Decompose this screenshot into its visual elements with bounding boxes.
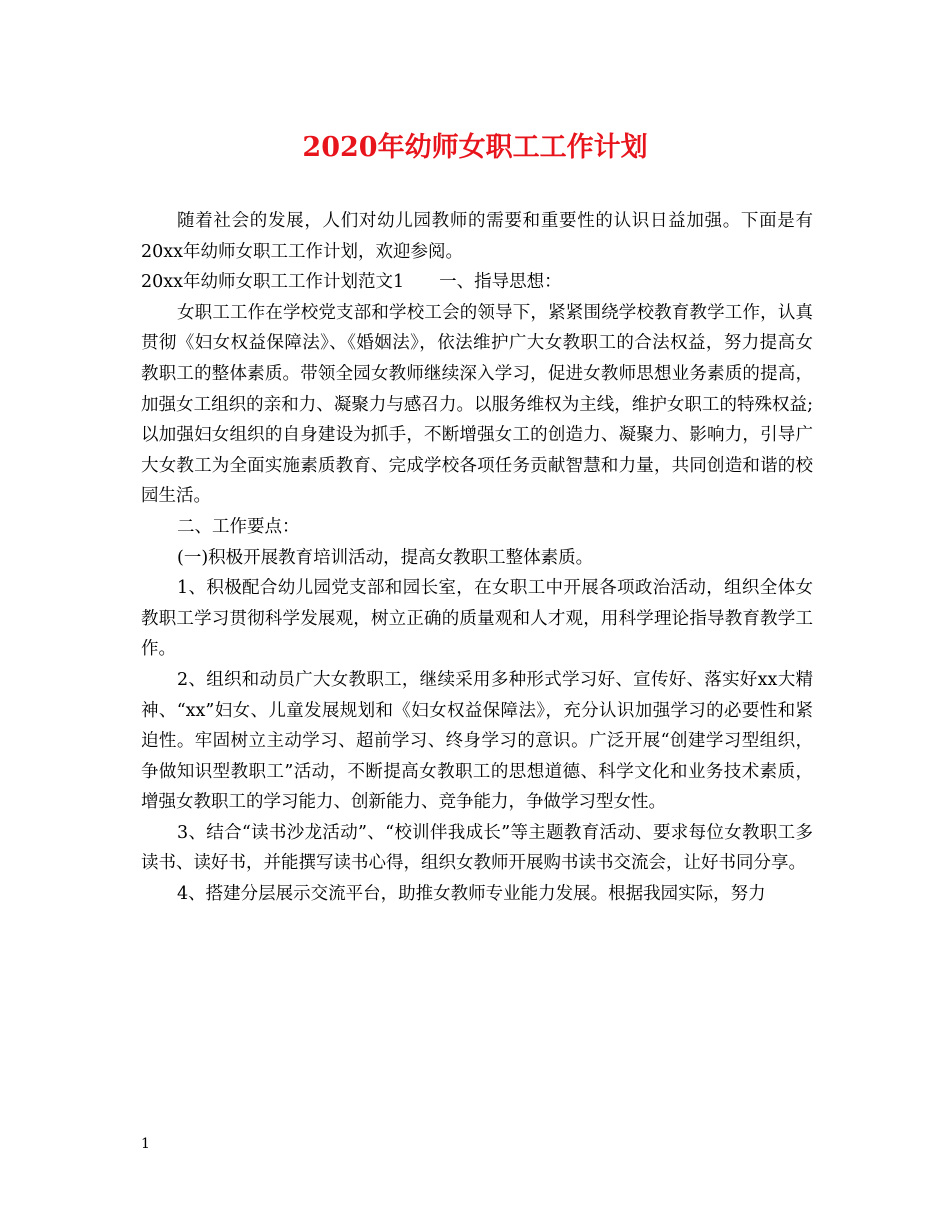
list-item-2: 2、组织和动员广大女教职工，继续采用多种形式学习好、宣传好、落实好xx大精神、“xx”妇女、儿童发展规划和《妇女权益保障法》，充分认识加强学习的必要性和紧迫性。牢固树立主动学习、超前学习、终身学习的意识。广泛开展“创建学习型组织，争做知识型教职工”活动，不断提高女教职工的思想道德、科学文化和业务技术素质，增强女教职工的学习能力、创新能力、竞争能力，争做学习型女性。 [141, 669, 813, 813]
guiding-thought-paragraph: 女职工工作在学校党支部和学校工会的领导下，紧紧围绕学校教育教学工作，认真贯彻《妇女权益保障法》、《婚姻法》，依法维护广大女教职工的合法权益，努力提高女教职工的整体素质。带领全园女教师继续深入学习，促进女教师思想业务素质的提高，加强女工组织的亲和力、凝聚力与感召力。以服务维权为主线，维护女职工的特殊权益;以加强妇女组织的自身建设为抓手，不断增强女工的创造力、凝聚力、影响力，引导广大女教工为全面实施素质教育、完成学校各项任务贡献智慧和力量，共同创造和谐的校园生活。 [141, 302, 813, 507]
page-number: 1 [141, 1136, 150, 1152]
list-item-1: 1、积极配合幼儿园党支部和园长室，在女职工中开展各项政治活动，组织全体女教职工学习贯彻科学发展观，树立正确的质量观和人才观，用科学理论指导教育教学工作。 [141, 578, 813, 660]
list-item-4: 4、搭建分层展示交流平台，助推女教师专业能力发展。根据我园实际，努力 [177, 884, 766, 905]
section-heading-sample-1: 20xx年幼师女职工工作计划范文1 一、指导思想： [141, 272, 562, 293]
list-item-3: 3、结合“读书沙龙活动”、“校训伴我成长”等主题教育活动、要求每位女教职工多读书、读好书，并能撰写读书心得，组织女教师开展购书读书交流会，让好书同分享。 [141, 822, 813, 874]
intro-paragraph: 随着社会的发展，人们对幼儿园教师的需要和重要性的认识日益加强。下面是有20xx年幼师女职工工作计划，欢迎参阅。 [141, 211, 813, 262]
section-heading-work-points: 二、工作要点： [177, 516, 300, 537]
document-title: 2020年幼师女职工工作计划 [302, 132, 648, 163]
subsection-heading-1: (一)积极开展教育培训活动，提高女教职工整体素质。 [177, 547, 594, 568]
document-body [141, 206, 813, 910]
